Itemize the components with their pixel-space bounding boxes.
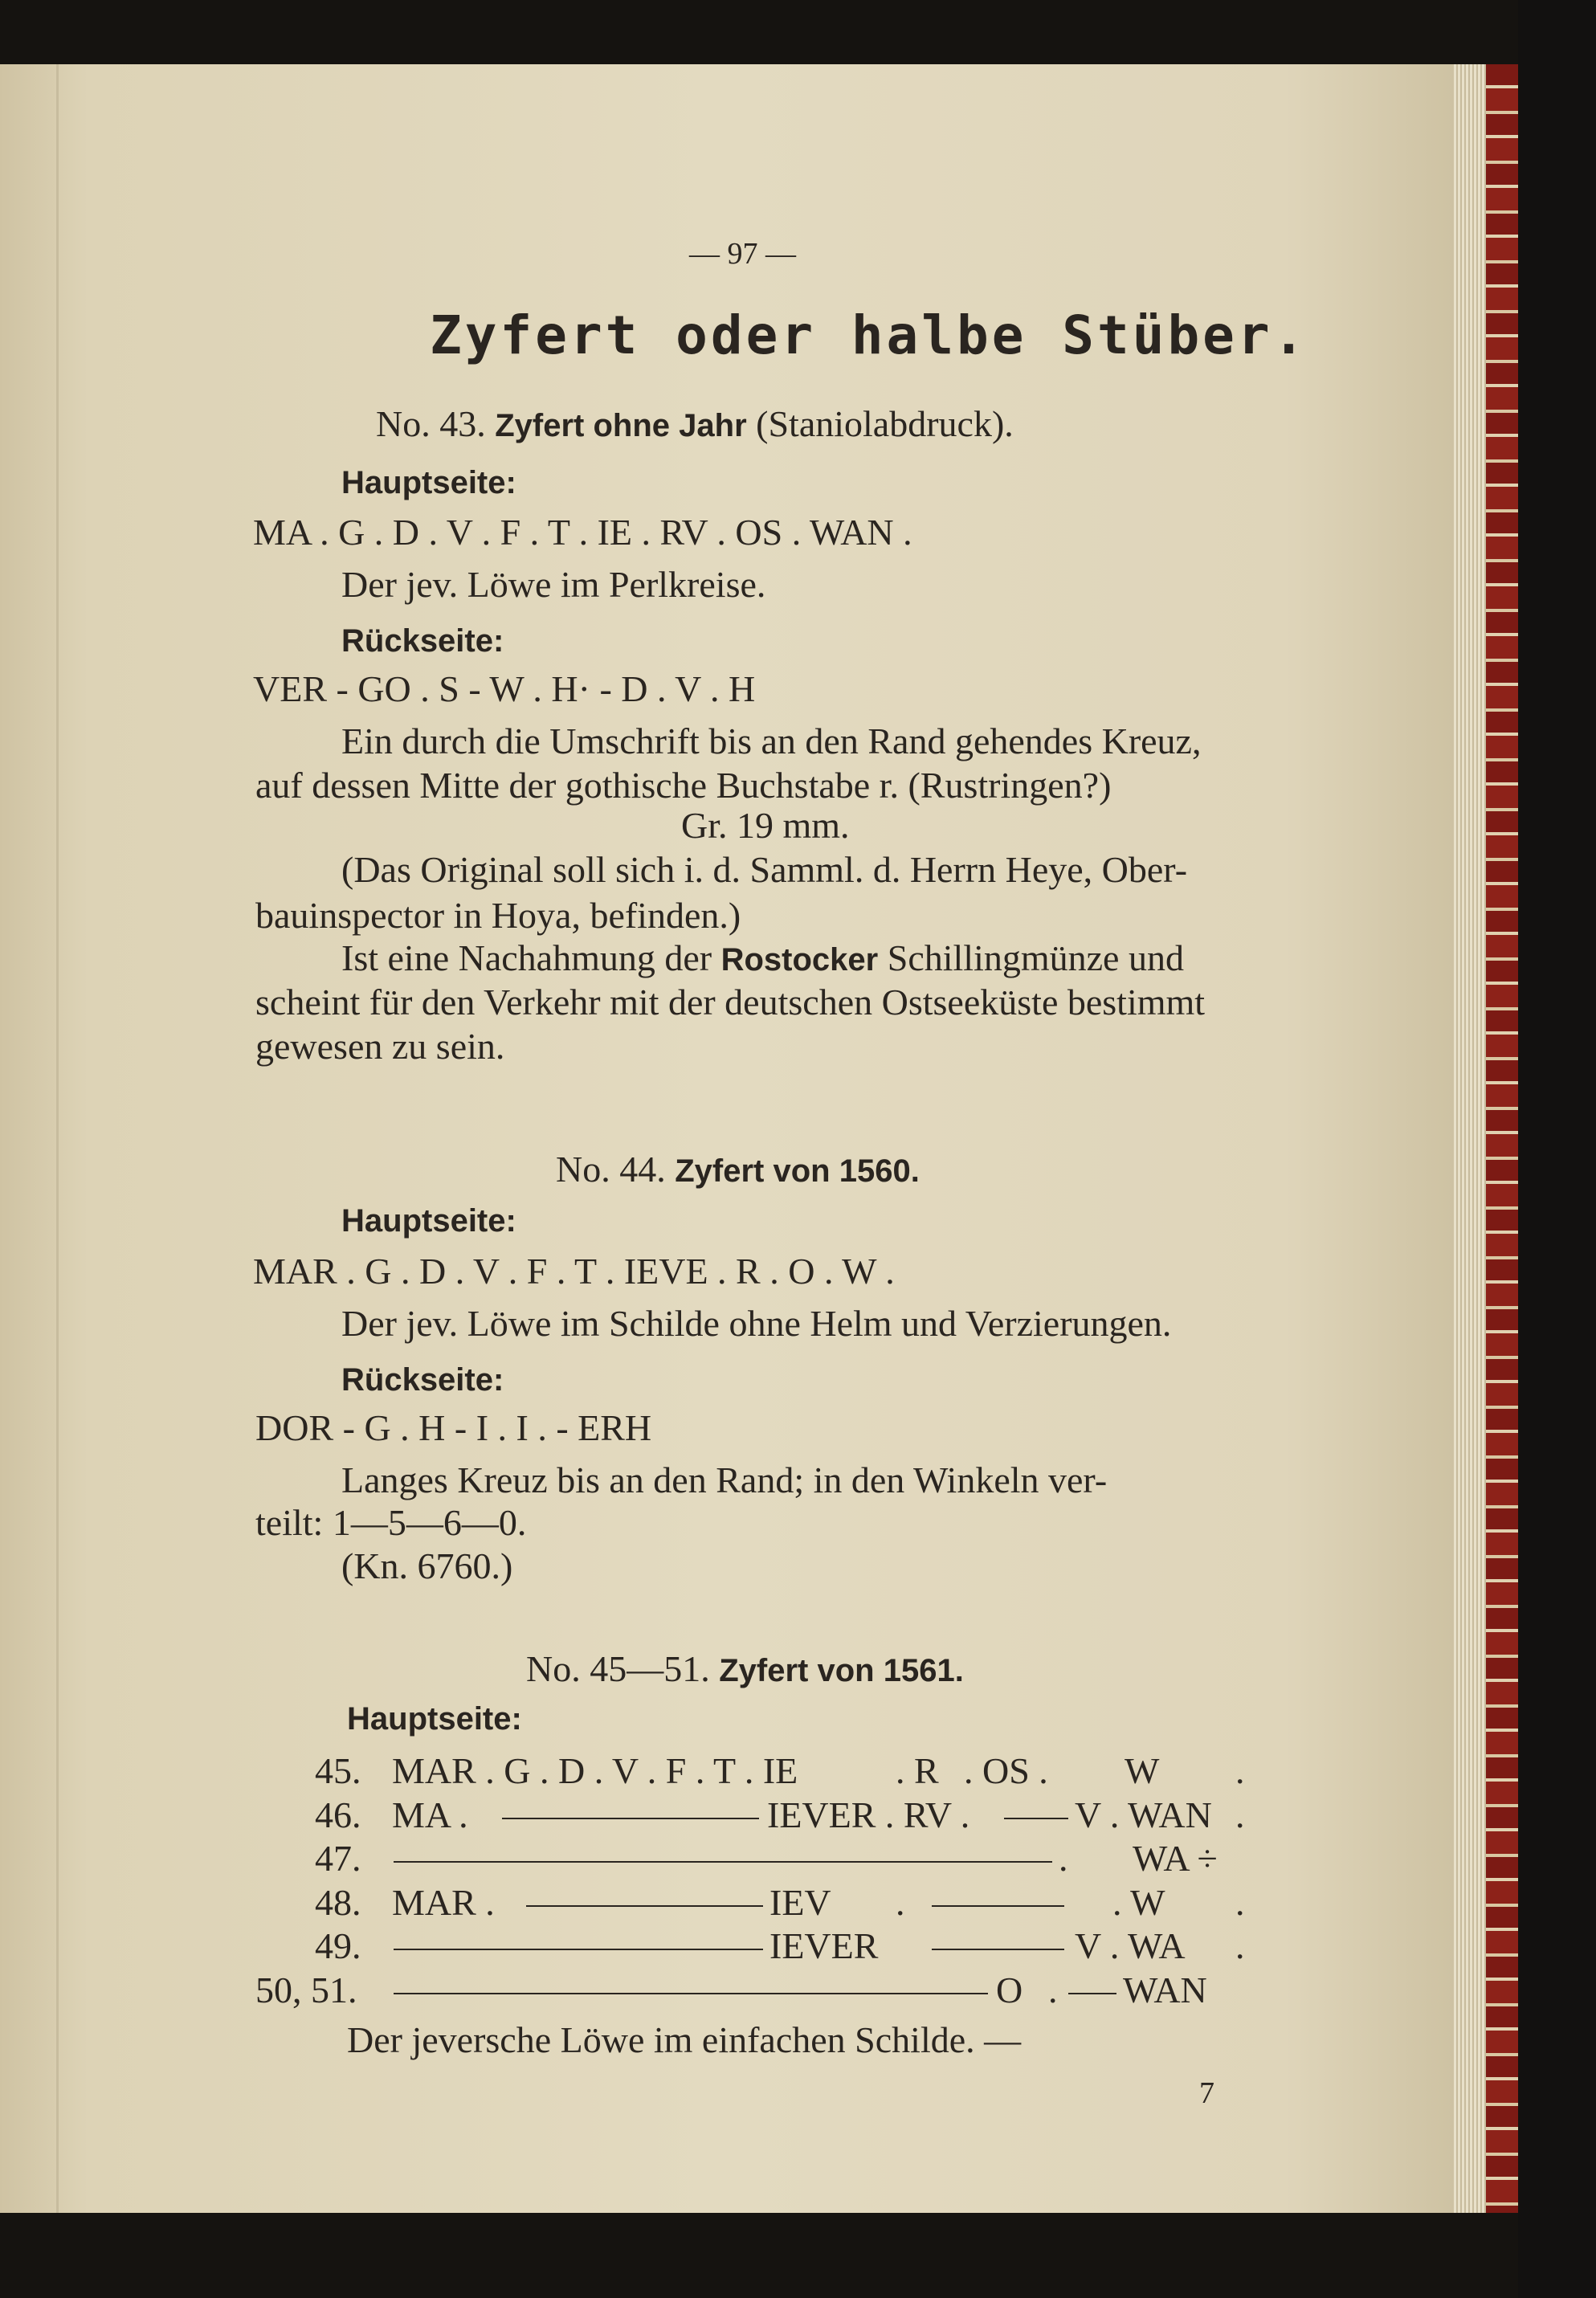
legend-blank-rule [502,1793,759,1838]
no44-reverse-desc-1: Langes Kreuz bis an den Rand; in den Winkeln ver- [341,1459,1108,1500]
scan-margin-right [1518,0,1596,2298]
legend-blank-rule [1068,1968,1116,2013]
legend-row-part: . [1048,1969,1058,2010]
legend-blank-rule [932,1924,1064,1969]
legend-row-part: V . WA [1075,1925,1186,1966]
no44-title: Zyfert von 1560. [675,1153,920,1189]
page-fold [56,64,59,2213]
legend-row-number: 47. [315,1838,361,1879]
book-spine [1486,64,1518,2213]
no44-reverse-legend: DOR - G . H - I . I . - ERH [255,1407,652,1448]
legend-row-text: MA . [392,1794,468,1835]
no43-note-3b: Rostocker [720,942,879,978]
no43-size: Gr. 19 mm. [681,805,850,846]
legend-row-number: 48. [315,1882,361,1923]
legend-row-text: MAR . [392,1882,495,1923]
no43-obverse-label: Hauptseite: [341,465,516,500]
signature-mark: 7 [1199,2076,1214,2110]
legend-blank-rule [1004,1793,1068,1838]
no45-51-title: Zyfert von 1561. [719,1653,964,1688]
legend-row-part: W [1125,1750,1160,1791]
no43-note-4: scheint für den Verkehr mit der deutschen Ostseeküste bestimmt [255,982,1206,1022]
no43-reverse-legend: VER - GO . S - W . H· - D . V . H [253,668,756,709]
legend-row-part: . [1235,1925,1245,1966]
legend-blank-rule [932,1880,1064,1925]
legend-blank-rule [394,1968,988,2013]
legend-row-part: . OS . [964,1750,1048,1791]
no44-heading [556,1147,920,1194]
no43-obverse-desc: Der jev. Löwe im Perlkreise. [341,564,766,605]
no43-title: Zyfert ohne Jahr [495,408,747,443]
no43-note: (Staniolabdruck). [756,403,1014,444]
legend-row-part: . [1235,1794,1245,1835]
legend-row-part: IEVER [769,1925,879,1966]
no44-reverse-desc-2: teilt: 1—5—6—0. [255,1502,527,1543]
page-title: Zyfert oder halbe Stüber. [430,304,1308,366]
no44-number: No. 44. [556,1149,666,1190]
no43-reverse-desc-1: Ein durch die Umschrift bis an den Rand gehendes Kreuz, [341,720,1202,761]
no45-51-closing: Der jeversche Löwe im einfachen Schilde. — [347,2019,1022,2060]
legend-row-number: 45. [315,1750,361,1791]
legend-row-part: WA ÷ [1133,1838,1218,1879]
legend-row-number: 49. [315,1925,361,1966]
legend-row-part: . [1235,1750,1245,1791]
legend-row-part: O [996,1969,1023,2010]
legend-blank-rule [394,1836,1052,1881]
no45-51-obverse-label: Hauptseite: [347,1701,522,1737]
no43-note-3 [341,936,1184,982]
legend-row-part: . [1235,1882,1245,1923]
legend-row-part: . R [896,1750,939,1791]
no45-51-heading [526,1647,964,1693]
legend-row-part: IEV [769,1882,831,1923]
legend-blank-rule [526,1880,763,1925]
legend-row-part: V . WAN [1075,1794,1212,1835]
legend-row-part: WAN [1123,1969,1207,2010]
legend-row-number: 46. [315,1794,361,1835]
no43-note-3c: Schillingmünze und [887,937,1184,978]
no44-reference: (Kn. 6760.) [341,1545,513,1586]
no43-heading [376,402,1014,448]
no43-number: No. 43. [376,403,486,444]
legend-row-part: . [896,1882,905,1923]
no43-note-2: bauinspector in Hoya, befinden.) [255,895,741,936]
page-edges [1454,64,1486,2213]
legend-row-part: IEVER . RV . [767,1794,970,1835]
no43-reverse-desc-2: auf dessen Mitte der gothische Buchstabe r. (Rustringen?) [255,765,1112,806]
no45-51-number: No. 45—51. [526,1648,710,1689]
no43-reverse-label: Rückseite: [341,623,504,659]
legend-blank-rule [394,1924,763,1969]
no44-obverse-desc: Der jev. Löwe im Schilde ohne Helm und Verzierungen. [341,1303,1172,1344]
no44-obverse-label: Hauptseite: [341,1203,516,1239]
legend-row-part: . W [1112,1882,1165,1923]
page-number: — 97 — [689,237,796,271]
legend-row-part: . [1059,1838,1068,1879]
no44-obverse-legend: MAR . G . D . V . F . T . IEVE . R . O . W . [253,1251,895,1292]
no43-note-1: (Das Original soll sich i. d. Samml. d. Herrn Heye, Ober- [341,849,1188,890]
no44-reverse-label: Rückseite: [341,1362,504,1398]
legend-row-text: MAR . G . D . V . F . T . IE [392,1750,798,1791]
no43-note-5: gewesen zu sein. [255,1026,505,1067]
no43-note-3a: Ist eine Nachahmung der [341,937,712,978]
no43-obverse-legend: MA . G . D . V . F . T . IE . RV . OS . WAN . [253,512,912,553]
legend-row-number: 50, 51. [255,1969,357,2010]
